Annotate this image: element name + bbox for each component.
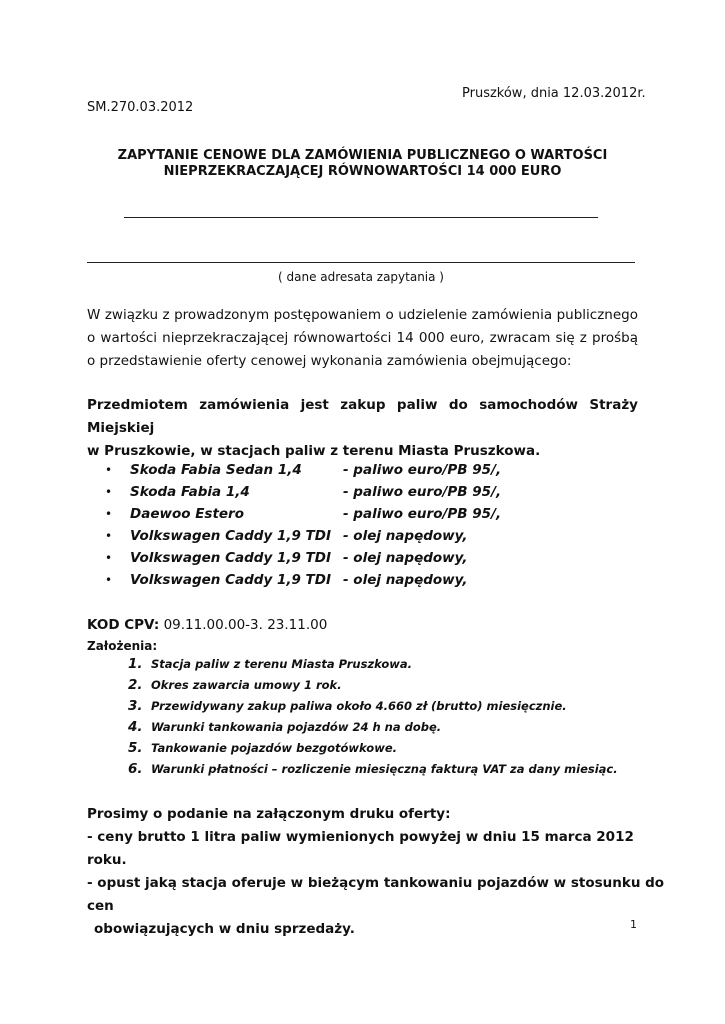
subject-line-1: Przedmiotem zamówienia jest zakup paliw do samochodów Straży Miejskiej [87,397,638,436]
item-number: 4. [128,719,143,735]
vehicle-name: Skoda Fabia 1,4 [130,484,250,500]
item-text: Przewidywany zakup paliwa około 4.660 zł (brutto) miesięcznie. [151,699,567,713]
vehicle-fuel: - olej napędowy, [343,550,468,566]
reference-number: SM.270.03.2012 [87,100,194,115]
addressee-line [87,262,635,263]
intro-line-3: o przedstawienie oferty cenowej wykonania zamówienia obejmującego: [87,353,572,369]
bullet-icon: • [105,573,113,587]
addressee-label: ( dane adresata zapytania ) [278,270,444,284]
vehicle-fuel: - paliwo euro/PB 95/, [343,462,502,478]
item-number: 5. [128,740,143,756]
signature-line [124,217,598,218]
item-text: Stacja paliw z terenu Miasta Pruszkowa. [151,657,413,671]
cpv-code [87,617,327,633]
vehicle-fuel: - olej napędowy, [343,572,468,588]
bullet-icon: • [105,485,113,499]
place-date: Pruszków, dnia 12.03.2012r. [462,86,646,101]
vehicle-name: Skoda Fabia Sedan 1,4 [130,462,302,478]
assumptions-title: Założenia: [87,639,158,653]
item-text: Warunki płatności – rozliczenie miesięczną fakturą VAT za dany miesiąc. [151,762,618,776]
intro-paragraph [87,304,638,373]
item-number: 6. [128,761,143,777]
item-text: Tankowanie pojazdów bezgotówkowe. [151,741,397,755]
intro-line-1: W związku z prowadzonym postępowaniem o udzielenie zamówienia publicznego [87,307,638,323]
subject-line-2: w Pruszkowie, w stacjach paliw z terenu Miasta Pruszkowa. [87,443,541,459]
document-title [87,148,638,180]
request-line-1: Prosimy o podanie na załączonym druku oferty: [87,806,451,822]
request-line-2: - ceny brutto 1 litra paliw wymienionych powyżej w dniu 15 marca 2012 roku. [87,829,634,868]
vehicle-fuel: - olej napędowy, [343,528,468,544]
bullet-icon: • [105,507,113,521]
title-line-1: ZAPYTANIE CENOWE DLA ZAMÓWIENIA PUBLICZNEGO O WARTOŚCI [117,148,608,163]
bullet-icon: • [105,551,113,565]
subject-paragraph [87,394,638,463]
item-number: 1. [128,656,143,672]
item-number: 3. [128,698,143,714]
request-line-4: obowiązujących w dniu sprzedaży. [94,921,355,937]
item-text: Okres zawarcia umowy 1 rok. [151,678,342,692]
item-number: 2. [128,677,143,693]
vehicle-name: Daewoo Estero [130,506,244,522]
cpv-value: 09.11.00.00-3. 23.11.00 [159,617,328,633]
bullet-icon: • [105,463,113,477]
vehicle-name: Volkswagen Caddy 1,9 TDI [130,572,331,588]
request-line-3: - opust jaką stacja oferuje w bieżącym tankowaniu pojazdów w stosunku do cen [87,875,665,914]
vehicle-fuel: - paliwo euro/PB 95/, [343,506,502,522]
bullet-icon: • [105,529,113,543]
item-text: Warunki tankowania pojazdów 24 h na dobę. [151,720,442,734]
request-paragraph [87,803,667,941]
vehicle-name: Volkswagen Caddy 1,9 TDI [130,550,331,566]
vehicle-fuel: - paliwo euro/PB 95/, [343,484,502,500]
title-line-2: NIEPRZEKRACZAJĄCEJ RÓWNOWARTOŚCI 14 000 EURO [163,164,562,179]
page-number: 1 [630,918,637,931]
cpv-label: KOD CPV: [87,617,160,633]
vehicle-name: Volkswagen Caddy 1,9 TDI [130,528,331,544]
intro-line-2: o wartości nieprzekraczającej równowartości 14 000 euro, zwracam się z prośbą [87,330,638,346]
